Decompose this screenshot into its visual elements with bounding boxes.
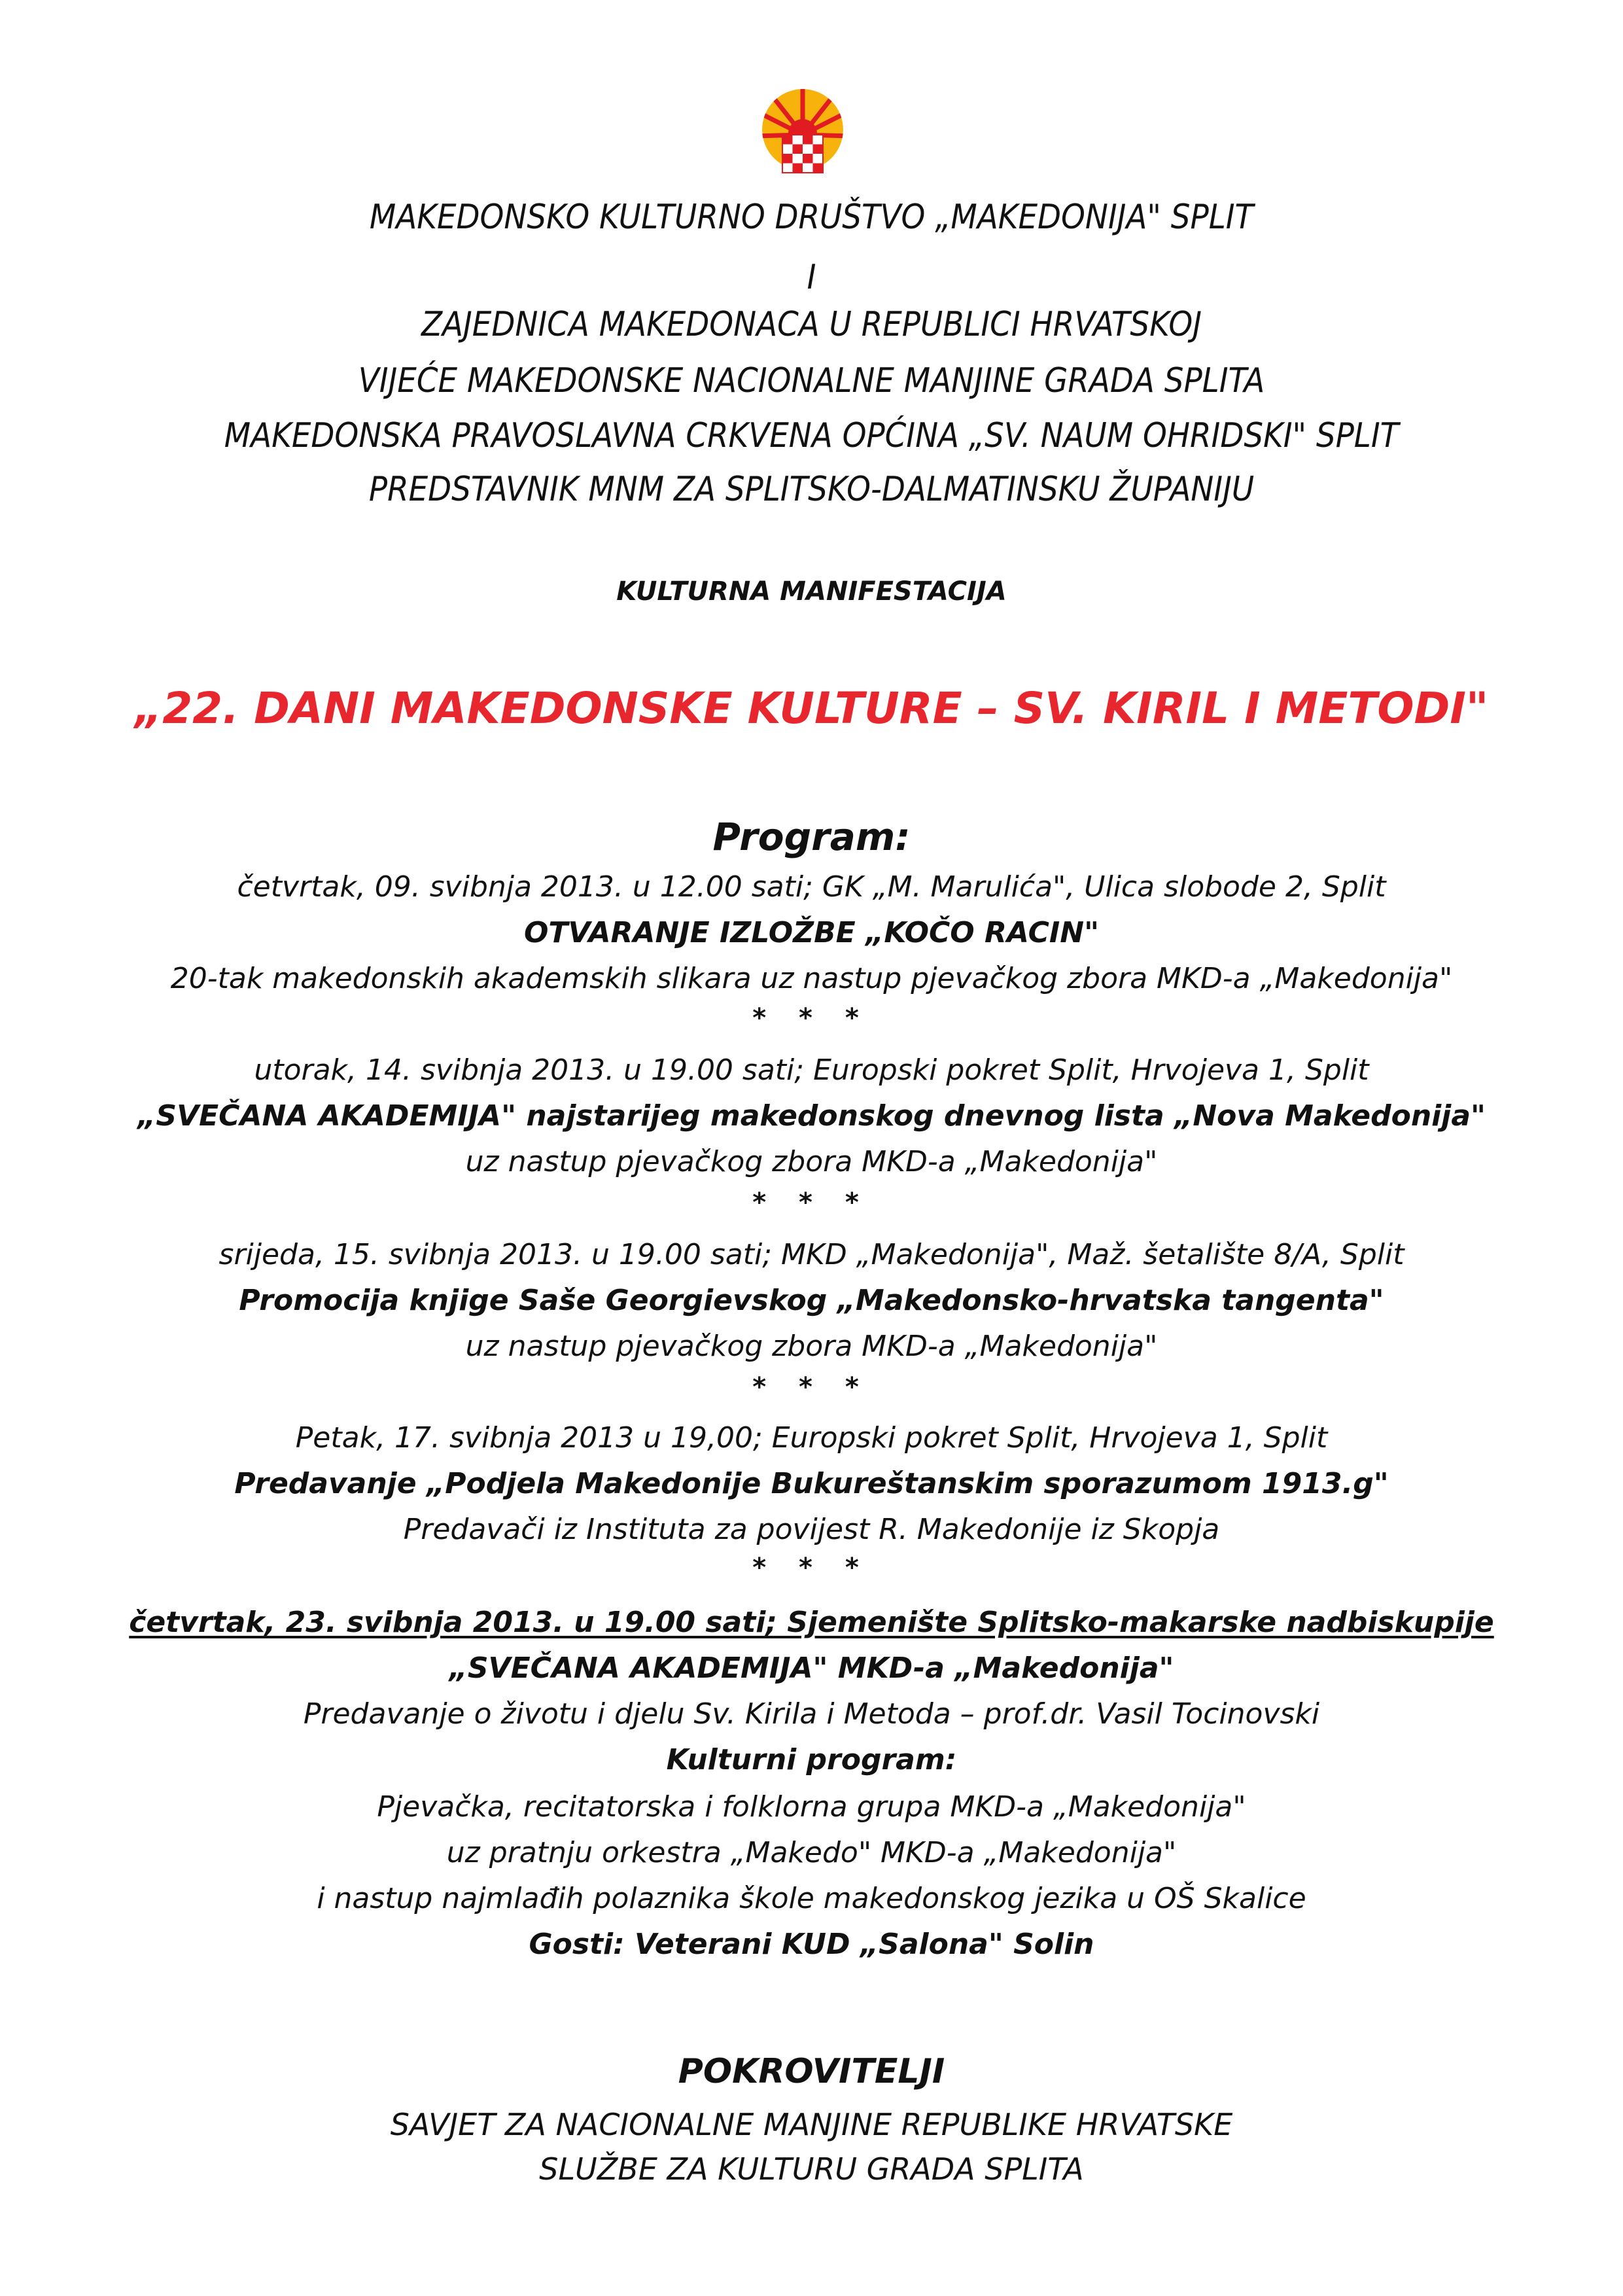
separator-2: * * * xyxy=(752,1188,871,1218)
header-line-6: PREDSTAVNIK MNM ZA SPLITSKO-DALMATINSKU ŽUPANIJU xyxy=(368,470,1255,509)
sponsor-line-2: SLUŽBE ZA KULTURU GRADA SPLITA xyxy=(539,2151,1084,2187)
event-4-date: Petak, 17. svibnja 2013 u 19,00; Europski pokret Split, Hrvojeva 1, Split xyxy=(295,1421,1328,1455)
event-1-name: OTVARANJE IZLOŽBE „KOČO RACIN" xyxy=(523,916,1100,949)
final-event-lecture: Predavanje o životu i djelu Sv. Kirila i Metoda – prof.dr. Vasil Tocinovski xyxy=(303,1697,1320,1731)
event-4-name: Predavanje „Podjela Makedonije Bukureštanskim sporazumom 1913.g" xyxy=(234,1467,1389,1500)
society-logo-icon xyxy=(754,84,852,175)
culture-line-3: i nastup najmlađih polaznika škole makedonskog jezika u OŠ Skalice xyxy=(317,1882,1306,1915)
event-3-date: srijeda, 15. svibnja 2013. u 19.00 sati; MKD „Makedonija", Maž. šetalište 8/A, Split xyxy=(218,1238,1405,1271)
event-title: „22. DANI MAKEDONSKE KULTURE – SV. KIRIL I METODI" xyxy=(134,683,1489,733)
header-line-4: VIJEĆE MAKEDONSKE NACIONALNE MANJINE GRADA SPLITA xyxy=(358,361,1265,400)
event-4-note: Predavači iz Instituta za povijest R. Makedonije iz Skopja xyxy=(403,1513,1220,1546)
event-1-note: 20-tak makedonskih akademskih slikara uz nastup pjevačkog zbora MKD-a „Makedonija" xyxy=(170,962,1453,995)
event-1-date: četvrtak, 09. svibnja 2013. u 12.00 sati; GK „M. Marulića", Ulica slobode 2, Split xyxy=(237,870,1386,904)
final-event-date xyxy=(0,1608,1623,1637)
final-event-date-text: četvrtak, 23. svibnja 2013. u 19.00 sati; Sjemenište Splitsko-makarske nadbiskupije xyxy=(129,1606,1494,1639)
sponsors-heading: POKROVITELJI xyxy=(678,2052,945,2091)
sponsor-line-1: SAVJET ZA NACIONALNE MANJINE REPUBLIKE HRVATSKE xyxy=(390,2107,1233,2142)
culture-heading: Kulturni program: xyxy=(666,1743,957,1776)
guests-line: Gosti: Veterani KUD „Salona" Solin xyxy=(529,1928,1094,1961)
culture-line-1: Pjevačka, recitatorska i folklorna grupa MKD-a „Makedonija" xyxy=(377,1790,1246,1824)
header-line-5: MAKEDONSKA PRAVOSLAVNA CRKVENA OPĆINA „SV. NAUM OHRIDSKI" SPLIT xyxy=(224,416,1399,455)
event-2-name: „SVEČANA AKADEMIJA" najstarijeg makedonskog dnevnog lista „Nova Makedonija" xyxy=(137,1099,1486,1133)
event-3-name: Promocija knjige Saše Georgievskog „Makedonsko-hrvatska tangenta" xyxy=(239,1284,1384,1317)
header-line-1: MAKEDONSKO KULTURNO DRUŠTVO „MAKEDONIJA" SPLIT xyxy=(369,198,1254,237)
header-line-3: ZAJEDNICA MAKEDONACA U REPUBLICI HRVATSKOJ xyxy=(421,305,1202,344)
separator-3: * * * xyxy=(752,1372,871,1402)
program-heading: Program: xyxy=(712,815,911,859)
header-line-2: I xyxy=(807,258,816,297)
culture-line-2: uz pratnju orkestra „Makedo" MKD-a „Makedonija" xyxy=(446,1836,1177,1869)
event-2-date: utorak, 14. svibnja 2013. u 19.00 sati; Europski pokret Split, Hrvojeva 1, Split xyxy=(254,1053,1369,1087)
event-3-note: uz nastup pjevačkog zbora MKD-a „Makedonija" xyxy=(465,1330,1158,1363)
final-event-name: „SVEČANA AKADEMIJA" MKD-a „Makedonija" xyxy=(449,1651,1174,1685)
separator-4: * * * xyxy=(752,1553,871,1583)
separator-1: * * * xyxy=(752,1003,871,1033)
event-2-note: uz nastup pjevačkog zbora MKD-a „Makedonija" xyxy=(465,1145,1158,1178)
subtitle: KULTURNA MANIFESTACIJA xyxy=(616,576,1007,607)
